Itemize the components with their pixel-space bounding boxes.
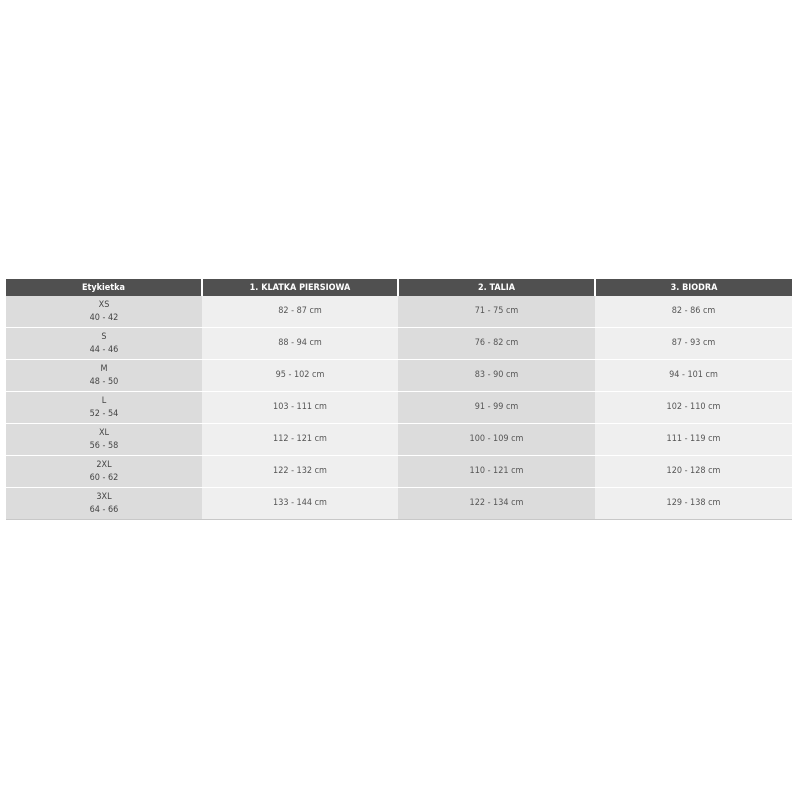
header-label: Etykietka — [6, 279, 202, 296]
chest-cell: 122 - 132 cm — [202, 456, 398, 488]
size-eu-range: 40 - 42 — [89, 312, 119, 323]
size-chart-table — [6, 279, 792, 520]
table-row — [6, 360, 792, 392]
waist-cell: 110 - 121 cm — [398, 456, 595, 488]
header-waist: 2. TALIA — [398, 279, 595, 296]
chest-cell: 95 - 102 cm — [202, 360, 398, 392]
size-eu-range: 60 - 62 — [89, 472, 119, 483]
size-name: 2XL — [96, 459, 112, 470]
hip-cell: 82 - 86 cm — [595, 296, 792, 328]
size-eu-range: 64 - 66 — [89, 504, 119, 515]
size-label-cell — [6, 328, 202, 360]
waist-cell: 76 - 82 cm — [398, 328, 595, 360]
hip-cell: 111 - 119 cm — [595, 424, 792, 456]
size-name: XS — [98, 299, 110, 310]
chest-cell: 103 - 111 cm — [202, 392, 398, 424]
size-label-cell — [6, 296, 202, 328]
waist-cell: 91 - 99 cm — [398, 392, 595, 424]
chest-cell: 88 - 94 cm — [202, 328, 398, 360]
size-label-cell — [6, 392, 202, 424]
size-label-cell — [6, 456, 202, 488]
header-hip: 3. BIODRA — [595, 279, 792, 296]
table-row — [6, 392, 792, 424]
table-row — [6, 424, 792, 456]
hip-cell: 87 - 93 cm — [595, 328, 792, 360]
size-name: 3XL — [96, 491, 112, 502]
size-name: L — [101, 395, 107, 406]
header-row — [6, 279, 792, 296]
size-name: S — [101, 331, 107, 342]
table-row — [6, 456, 792, 488]
waist-cell: 83 - 90 cm — [398, 360, 595, 392]
chest-cell: 133 - 144 cm — [202, 488, 398, 520]
size-eu-range: 56 - 58 — [89, 440, 119, 451]
size-eu-range: 44 - 46 — [89, 344, 119, 355]
table-row — [6, 296, 792, 328]
hip-cell: 102 - 110 cm — [595, 392, 792, 424]
waist-cell: 122 - 134 cm — [398, 488, 595, 520]
chest-cell: 112 - 121 cm — [202, 424, 398, 456]
waist-cell: 71 - 75 cm — [398, 296, 595, 328]
size-name: M — [100, 363, 108, 374]
hip-cell: 120 - 128 cm — [595, 456, 792, 488]
chest-cell: 82 - 87 cm — [202, 296, 398, 328]
waist-cell: 100 - 109 cm — [398, 424, 595, 456]
hip-cell: 94 - 101 cm — [595, 360, 792, 392]
size-label-cell — [6, 488, 202, 520]
table-row — [6, 488, 792, 520]
header-chest: 1. KLATKA PIERSIOWA — [202, 279, 398, 296]
size-eu-range: 48 - 50 — [89, 376, 119, 387]
size-label-cell — [6, 424, 202, 456]
table-row — [6, 328, 792, 360]
size-name: XL — [98, 427, 110, 438]
size-label-cell — [6, 360, 202, 392]
size-eu-range: 52 - 54 — [89, 408, 119, 419]
hip-cell: 129 - 138 cm — [595, 488, 792, 520]
